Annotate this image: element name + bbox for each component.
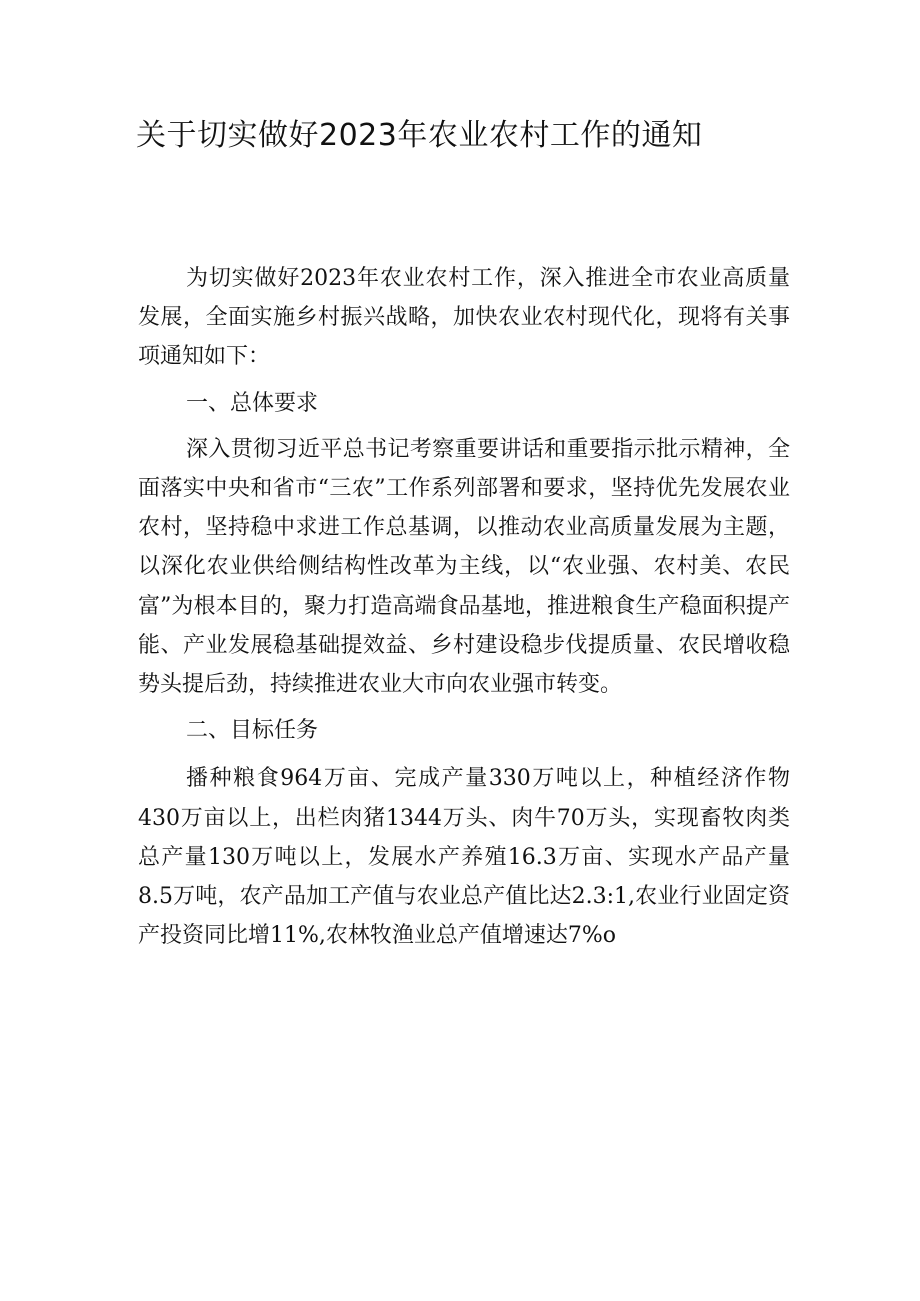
section-heading-overall-requirements: 一、总体要求 [186,390,319,416]
section-body-target-tasks: 播种粮食964万亩、完成产量330万吨以上，种植经济作物430万亩以上，出栏肉猪1344万头、肉牛70万头，实现畜牧肉类总产量130万吨以上，发展水产养殖16.3万亩、实现水产品产量8.5万吨，农产品加工产值与农业总产值比达2.3:1,农业行业固定资产投资同比增11%,农林牧渔业总产值增速达7%o [138,766,790,949]
section-body-overall-requirements: 深入贯彻习近平总书记考察重要讲话和重要指示批示精神，全面落实中央和省市“三农”工作系列部署和要求，坚持优先发展农业农村，坚持稳中求进工作总基调，以推动农业高质量发展为主题，以深化农业供给侧结构性改革为主线，以“农业强、农村美、农民富”为根本目的，聚力打造高端食品基地，推进粮食生产稳面积提产能、产业发展稳基础提效益、乡村建设稳步伐提质量、农民增收稳势头提后劲，持续推进农业大市向农业强市转变。 [138,436,790,698]
section-heading-target-tasks: 二、目标任务 [186,718,319,744]
intro-paragraph: 为切实做好2023年农业农村工作，深入推进全市农业高质量发展，全面实施乡村振兴战略，加快农业农村现代化，现将有关事项通知如下： [138,266,790,370]
document-body [138,259,790,955]
document-title: 关于切实做好2023年农业农村工作的通知 [136,118,703,153]
